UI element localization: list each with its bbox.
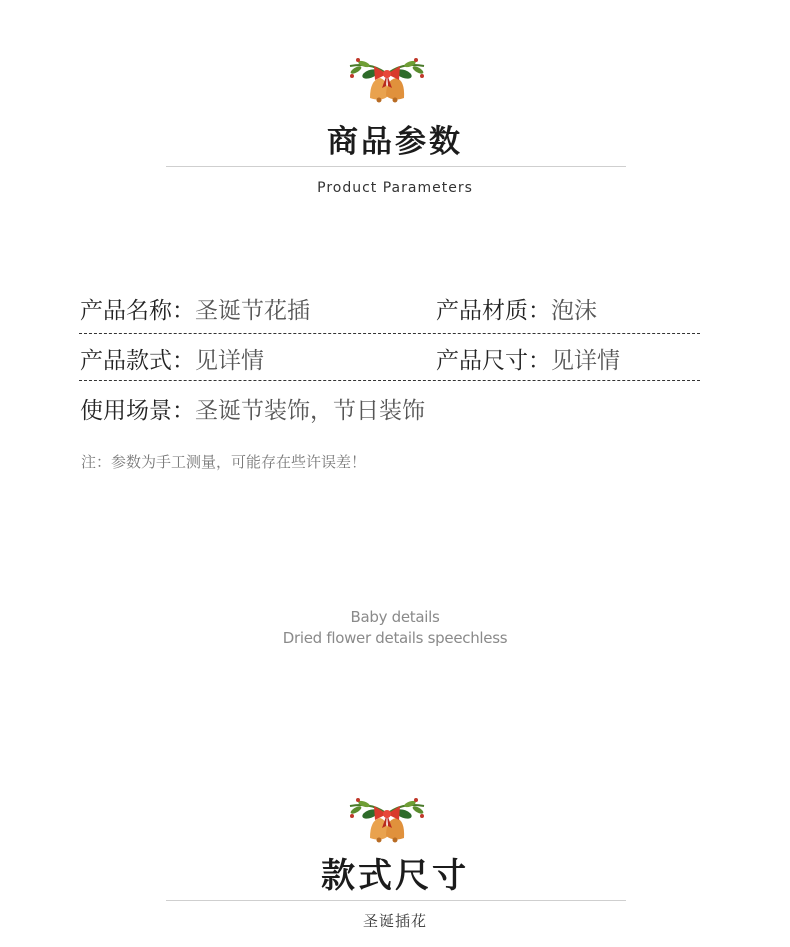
param-name (80, 292, 310, 325)
christmas-bells-icon (342, 792, 432, 848)
section-subtitle: Product Parameters (317, 180, 473, 196)
param-style-value: 见详情 (195, 348, 264, 374)
param-scene-value: 圣诞节装饰，节日装饰 (195, 398, 425, 424)
section-subtitle: 圣诞插花 (362, 912, 427, 930)
param-material (436, 292, 597, 325)
row-divider (79, 380, 700, 381)
row-divider (79, 333, 700, 334)
details-line-1: Baby details (350, 608, 440, 626)
param-name-value: 圣诞节花插 (195, 298, 310, 324)
title-divider (166, 900, 626, 901)
param-material-label: 产品材质： (436, 298, 551, 324)
details-line-2: Dried flower details speechless (282, 629, 508, 647)
param-material-value: 泡沫 (551, 298, 597, 324)
param-size-value: 见详情 (551, 348, 620, 374)
param-size (436, 342, 620, 375)
section-title: 款式尺寸 (321, 856, 469, 896)
param-scene (80, 392, 425, 425)
measurement-note: 注：参数为手工测量，可能存在些许误差！ (81, 453, 367, 471)
param-style-label: 产品款式： (80, 348, 195, 374)
section-title: 商品参数 (327, 124, 463, 160)
param-scene-label: 使用场景： (80, 398, 195, 424)
param-name-label: 产品名称： (80, 298, 195, 324)
christmas-bells-icon (342, 52, 432, 108)
param-style (80, 342, 264, 375)
title-divider (166, 166, 626, 167)
param-size-label: 产品尺寸： (436, 348, 551, 374)
